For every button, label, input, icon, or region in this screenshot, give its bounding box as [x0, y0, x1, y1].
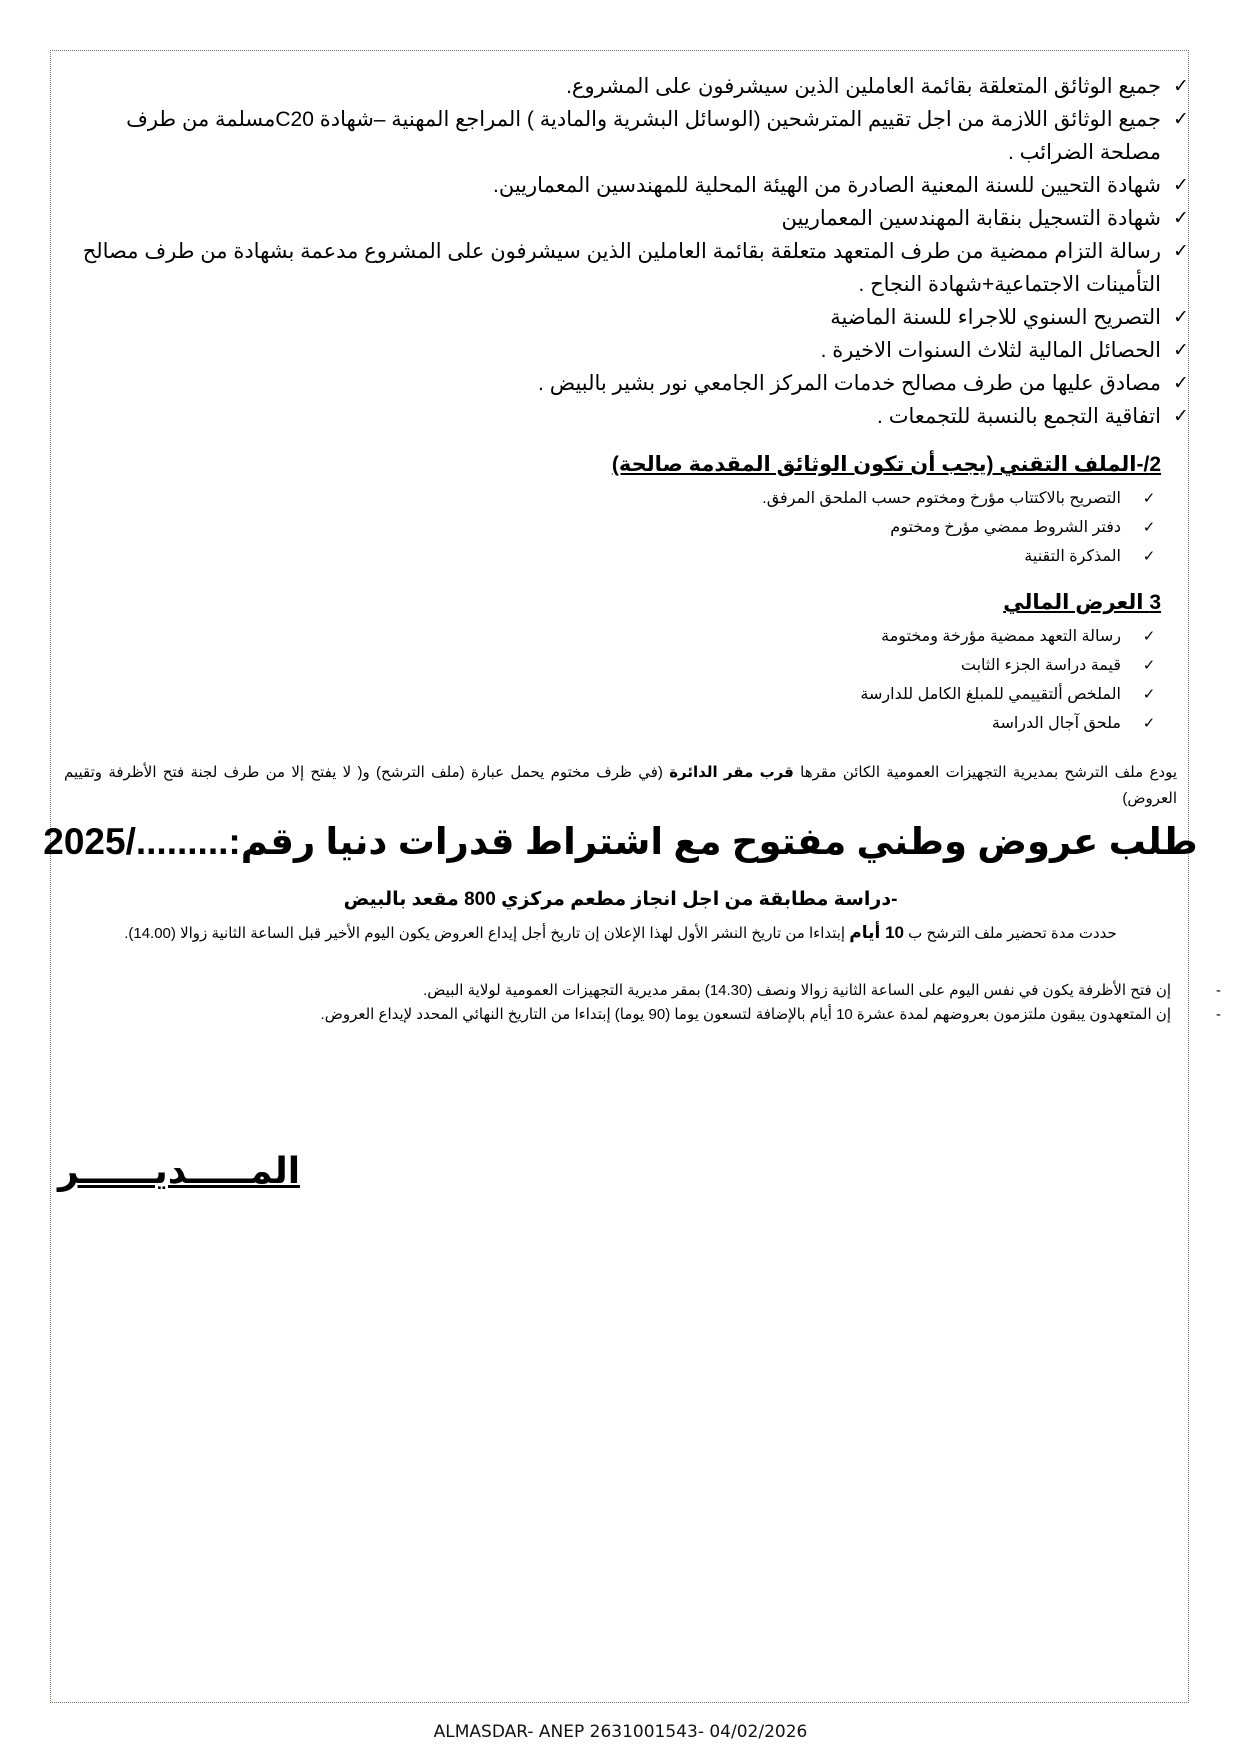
- list-item: ✓ رسالة التعهد ممضية مؤرخة ومختومة: [860, 622, 1133, 651]
- check-icon: ✓: [1173, 174, 1189, 196]
- check-icon: ✓: [1142, 518, 1156, 536]
- list-item: ✓ دفتر الشروط ممضي مؤرخ ومختوم: [762, 513, 1133, 542]
- notice-subtitle: -دراسة مطابقة من اجل انجاز مطعم مركزي 800 مقعد بالبيض: [343, 889, 898, 910]
- list-item: ✓ مصادق عليها من طرف مصالح خدمات المركز الجامعي نور بشير بالبيض .: [80, 367, 1161, 400]
- check-icon: ✓: [1173, 240, 1189, 262]
- list-item: ✓ الملخص ألتقييمي للمبلغ الكامل للدارسة: [860, 680, 1133, 709]
- financial-offer-list: [860, 622, 1156, 738]
- financial-offer-heading: 3 العرض المالي: [1003, 591, 1161, 614]
- check-icon: ✓: [1173, 306, 1189, 328]
- check-icon: ✓: [1142, 685, 1156, 703]
- notice-bullet: - إن المتعهدون يبقون ملتزمون بعروضهم لمدة عشرة 10 أيام بالإضافة لتسعون يوما (90 يوما) إبتداءا من التاريخ النهائي المحدد لإيداع العروض.: [320, 1006, 1221, 1023]
- list-item: ✓ اتفاقية التجمع بالنسبة للتجمعات .: [80, 400, 1161, 433]
- director-signature: المـــــديــــــر: [58, 1150, 301, 1191]
- technical-file-list: [762, 484, 1156, 571]
- list-item: ✓ جميع الوثائق اللازمة من اجل تقييم المترشحين (الوسائل البشرية والمادية ) المراجع المهنية –شهادة C20مسلمة من طرف مصلحة الضرائب .: [80, 103, 1161, 169]
- list-item: ✓ ملحق آجال الدراسة: [860, 709, 1133, 738]
- list-item: ✓ جميع الوثائق المتعلقة بقائمة العاملين الذين سيشرفون على المشروع.: [80, 70, 1161, 103]
- list-item: ✓ شهادة التسجيل بنقابة المهندسين المعماريين: [80, 202, 1161, 235]
- deposit-paragraph: يودع ملف الترشح بمديرية التجهيزات العمومية الكائن مقرها قرب مقر الدائرة (في ظرف مختوم يحمل عبارة (ملف الترشح) و( لا يفتح إلا من طرف لجنة فتح الأظرفة وتقييم العروض): [64, 764, 1177, 807]
- list-item: ✓ رسالة التزام ممضية من طرف المتعهد متعلقة بقائمة العاملين الذين سيشرفون على المشروع مدعمة بشهادة من طرف مصالح التأمينات الاجتماعية+شهادة النجاح .: [80, 235, 1161, 301]
- check-icon: ✓: [1173, 405, 1189, 427]
- check-icon: ✓: [1173, 372, 1189, 394]
- notice-bullet: - إن فتح الأظرفة يكون في نفس اليوم على الساعة الثانية زوالا ونصف (14.30) بمقر مديرية التجهيزات العمومية لولاية البيض.: [423, 982, 1221, 999]
- list-item: ✓ شهادة التحيين للسنة المعنية الصادرة من الهيئة المحلية للمهندسين المعماريين.: [80, 169, 1161, 202]
- technical-file-heading: 2/-الملف التقني (يجب أن تكون الوثائق المقدمة صالحة): [611, 453, 1161, 476]
- notice-title: طلب عروض وطني مفتوح مع اشتراط قدرات دنيا رقم:........./2025: [43, 821, 1198, 862]
- preparation-period: حددت مدة تحضير ملف الترشح ب 10 أيام إبتداءا من تاريخ النشر الأول لهذا الإعلان إن تاريخ أجل إيداع العروض يكون اليوم الأخير قبل الساعة الثانية زوالا (14.00).: [124, 923, 1117, 942]
- documents-list: [80, 70, 1189, 433]
- check-icon: ✓: [1142, 656, 1156, 674]
- list-item: ✓ المذكرة التقنية: [762, 542, 1133, 571]
- list-item: ✓ قيمة دراسة الجزء الثابت: [860, 651, 1133, 680]
- list-item: ✓ التصريح السنوي للاجراء للسنة الماضية: [80, 301, 1161, 334]
- check-icon: ✓: [1142, 714, 1156, 732]
- check-icon: ✓: [1173, 75, 1189, 97]
- list-item: ✓ التصريح بالاكتتاب مؤرخ ومختوم حسب الملحق المرفق.: [762, 484, 1133, 513]
- check-icon: ✓: [1173, 108, 1189, 130]
- check-icon: ✓: [1173, 339, 1189, 361]
- check-icon: ✓: [1173, 207, 1189, 229]
- check-icon: ✓: [1142, 547, 1156, 565]
- check-icon: ✓: [1142, 489, 1156, 507]
- check-icon: ✓: [1142, 627, 1156, 645]
- footer-reference: ALMASDAR- ANEP 2631001543- 04/02/2026: [433, 1722, 808, 1742]
- list-item: ✓ الحصائل المالية لثلاث السنوات الاخيرة .: [80, 334, 1161, 367]
